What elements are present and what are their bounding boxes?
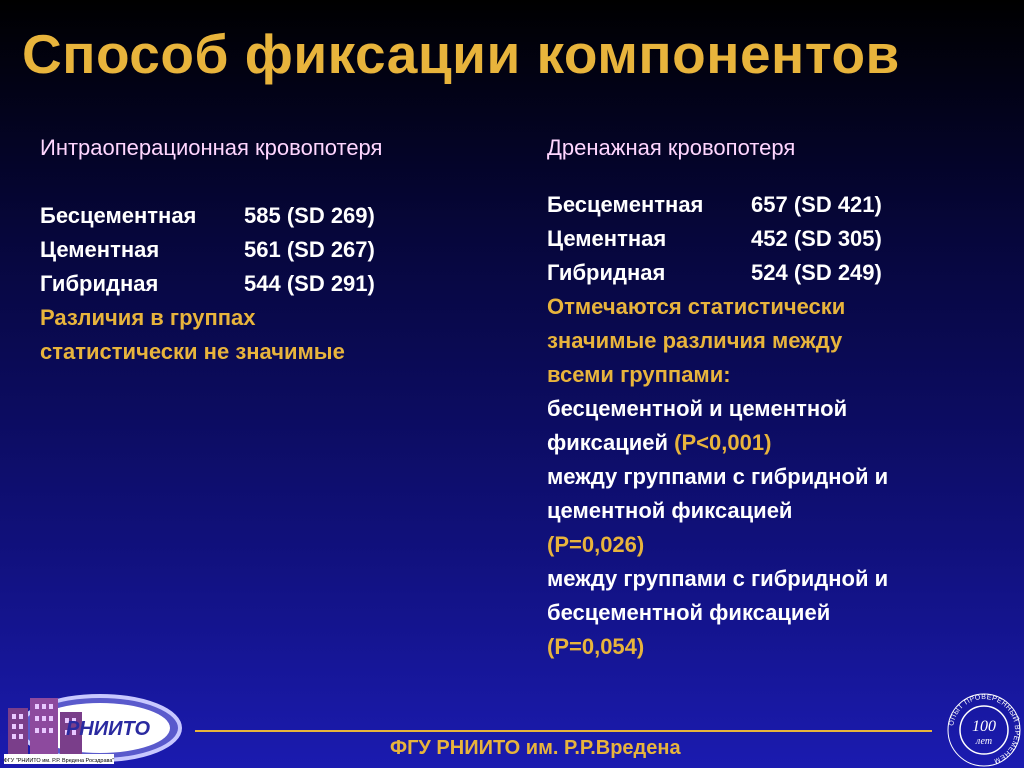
emblem-unit: лет — [975, 736, 993, 747]
conclusion-line: статистически не значимые — [40, 339, 345, 364]
comparison-text: фиксацией — [547, 430, 669, 455]
anniversary-emblem — [944, 690, 1024, 768]
intraoperative-heading: Интраоперационная кровопотеря — [40, 135, 383, 160]
row-label: Цементная — [547, 226, 667, 251]
page-title: Способ фиксации компонентов — [22, 23, 900, 85]
comparison-line — [547, 426, 1017, 460]
row-value: 452 (SD 305) — [751, 226, 882, 251]
row-value: 657 (SD 421) — [751, 192, 882, 217]
table-row — [40, 199, 520, 233]
p-value: (P=0,054) — [547, 634, 645, 659]
row-label: Гибридная — [40, 271, 159, 296]
row-label: Бесцементная — [40, 203, 197, 228]
conclusion-line: значимые различия между — [547, 328, 843, 353]
drainage-column — [547, 131, 1017, 664]
table-row — [547, 256, 1017, 290]
conclusion-line: всеми группами: — [547, 362, 731, 387]
row-label: Гибридная — [547, 260, 666, 285]
table-row — [40, 267, 520, 301]
conclusion-line: Различия в группах — [40, 305, 256, 330]
ring-text-path: ОПЫТ ПРОВЕРЕННЫЙ ВРЕМЕНЕМ — [948, 693, 1021, 765]
row-value: 585 (SD 269) — [244, 203, 375, 228]
emblem-number: 100 — [972, 718, 996, 735]
table-row — [547, 222, 1017, 256]
intraoperative-column — [40, 131, 520, 369]
comparison-line: бесцементной и цементной — [547, 396, 848, 421]
row-value: 561 (SD 267) — [244, 237, 375, 262]
logo-caption: ФГУ "РНИИТО им. Р.Р. Вредена Росздрава" — [3, 758, 115, 764]
footer-text: ФГУ РНИИТО им. Р.Р.Вредена — [390, 737, 681, 759]
p-value: (P<0,001) — [674, 430, 772, 455]
table-row — [40, 233, 520, 267]
comparison-line: между группами с гибридной и — [547, 566, 889, 591]
comparison-line: цементной фиксацией — [547, 498, 793, 523]
row-value: 544 (SD 291) — [244, 271, 375, 296]
footer-divider — [195, 730, 932, 732]
logo-text: РНИИТО — [65, 718, 151, 740]
row-label: Бесцементная — [547, 192, 704, 217]
p-value: (P=0,026) — [547, 532, 645, 557]
comparison-line: бесцементной фиксацией — [547, 600, 831, 625]
comparison-line: между группами с гибридной и — [547, 464, 889, 489]
institute-logo — [0, 690, 185, 768]
drainage-heading: Дренажная кровопотеря — [547, 135, 796, 160]
row-label: Цементная — [40, 237, 160, 262]
row-value: 524 (SD 249) — [751, 260, 882, 285]
table-row — [547, 188, 1017, 222]
conclusion-line: Отмечаются статистически — [547, 294, 846, 319]
